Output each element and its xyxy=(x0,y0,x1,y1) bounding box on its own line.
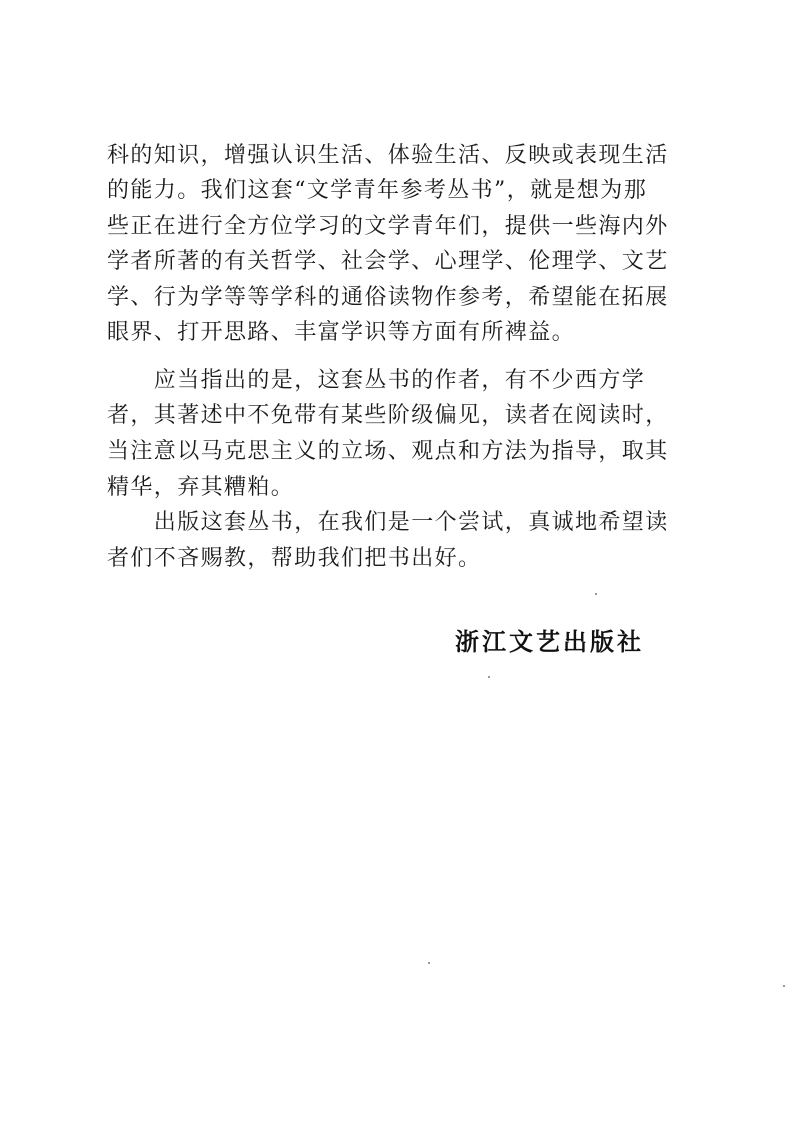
text-line: 当注意以马克思主义的立场、观点和方法为指导，取其 xyxy=(107,439,669,464)
scan-speck xyxy=(783,985,785,987)
text-line: 些正在进行全方位学习的文学青年们，提供一些海内外 xyxy=(107,214,669,239)
text-line: 眼界、打开思路、丰富学识等方面有所裨益。 xyxy=(107,320,576,345)
text-line: 出版这套丛书，在我们是一个尝试，真诚地希望读 xyxy=(130,510,669,535)
text-line: 的能力。我们这套“文学青年参考丛书”，就是想为那 xyxy=(107,178,648,203)
text-line: 科的知识，增强认识生活、体验生活、反映或表现生活 xyxy=(107,143,669,168)
text-line: 应当指出的是，这套丛书的作者，有不少西方学 xyxy=(130,368,646,393)
publisher-signature: 浙江文艺出版社 xyxy=(455,628,644,656)
scan-speck xyxy=(428,962,430,964)
scan-speck xyxy=(595,593,597,595)
text-line: 者，其著述中不免带有某些阶级偏见，读者在阅读时， xyxy=(107,403,669,428)
text-line: 精华，弃其糟粕。 xyxy=(107,475,295,500)
text-line: 学者所著的有关哲学、社会学、心理学、伦理学、文艺 xyxy=(107,249,669,274)
text-line: 学、行为学等等学科的通俗读物作参考，希望能在拓展 xyxy=(107,285,669,310)
scan-speck xyxy=(488,676,490,678)
text-line: 者们不吝赐教，帮助我们把书出好。 xyxy=(107,546,482,571)
